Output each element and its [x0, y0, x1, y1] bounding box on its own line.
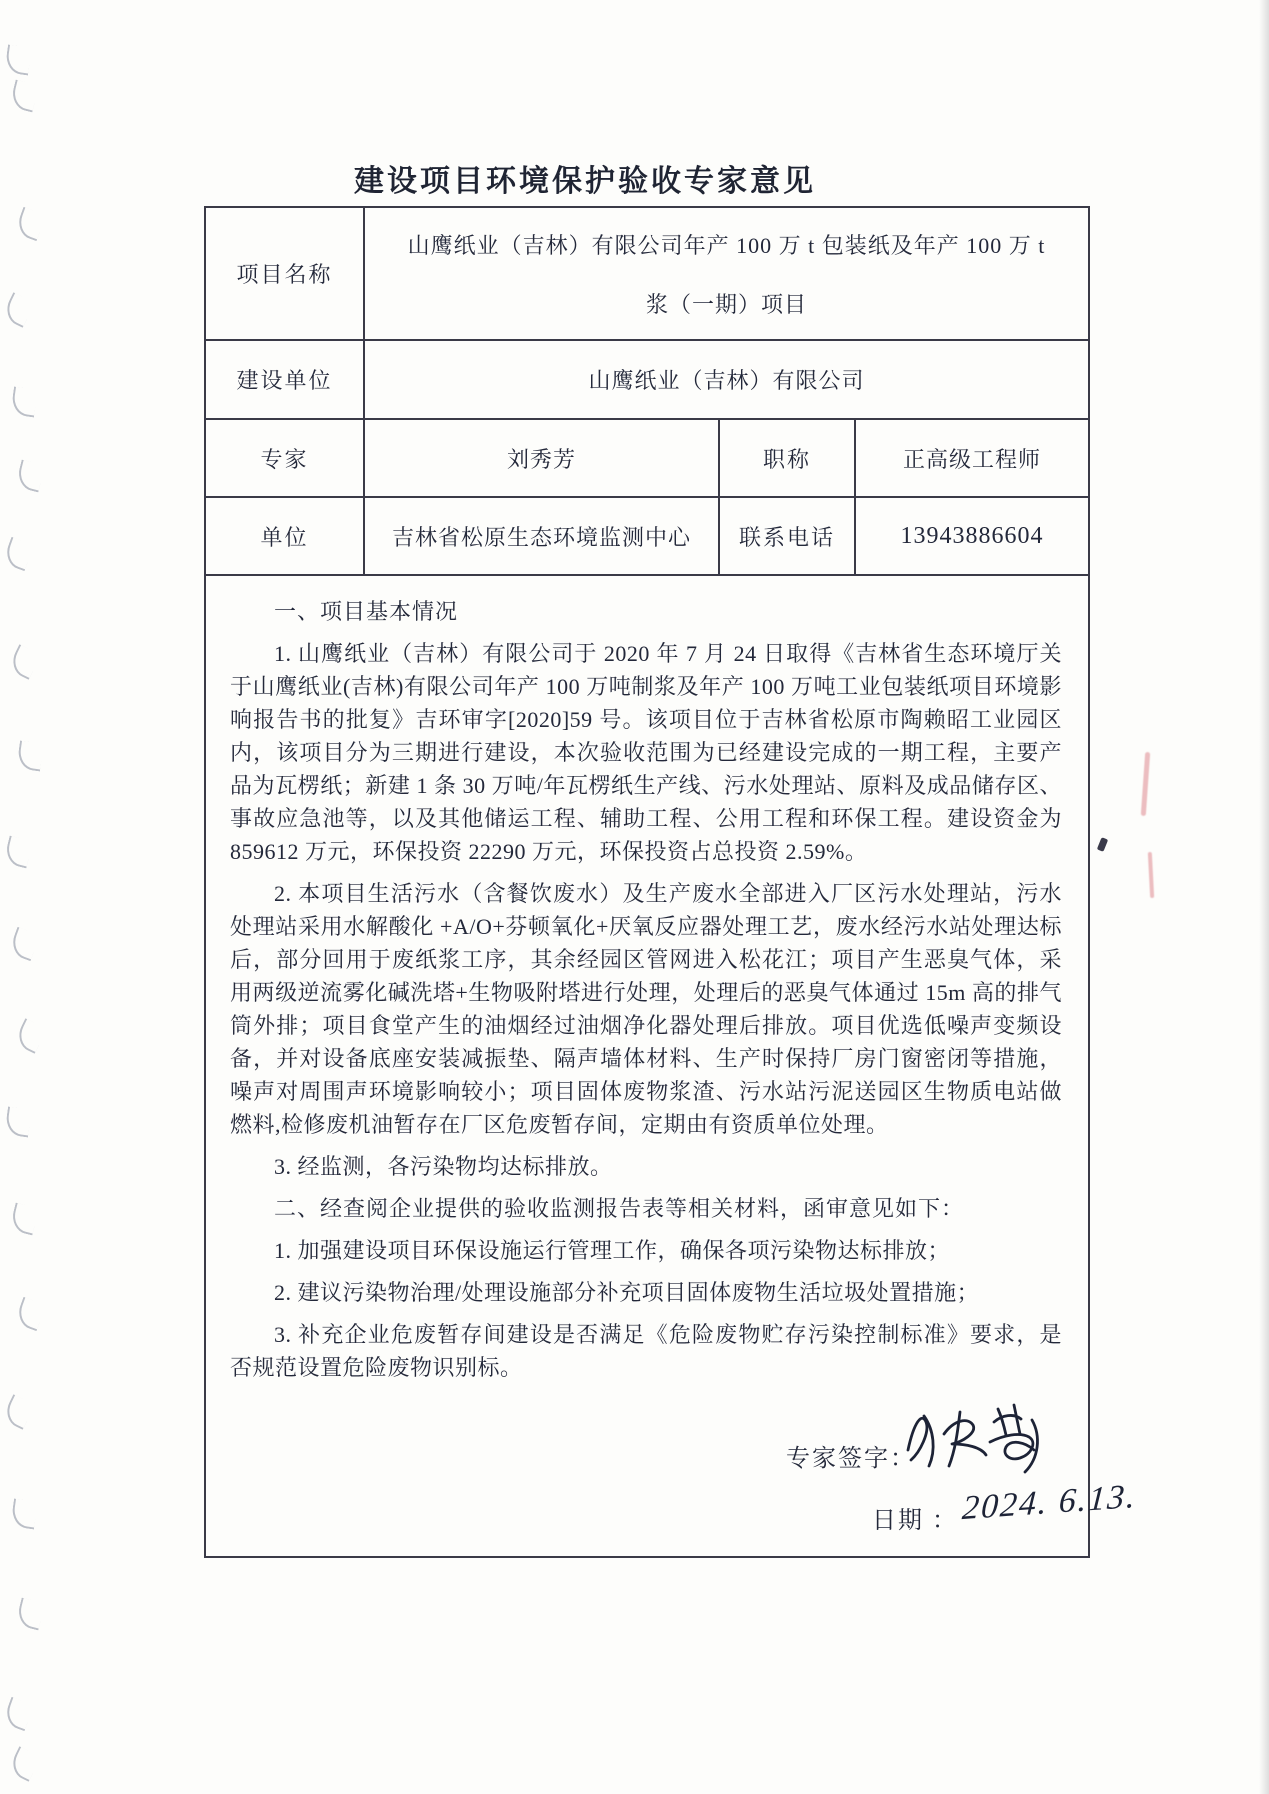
- table-row-unit: [206, 496, 1088, 574]
- section2-heading: 二、经查阅企业提供的验收监测报告表等相关材料，函审意见如下：: [274, 1196, 965, 1221]
- binding-mark: [10, 1498, 38, 1529]
- expert-signature-scribble: [898, 1392, 1068, 1492]
- binding-mark: [7, 1746, 41, 1782]
- job-title-label: 职称: [718, 420, 854, 496]
- binding-mark: [15, 460, 45, 493]
- project-name-line1: 山鹰纸业（吉林）有限公司年产 100 万 t 包装纸及年产 100 万 t: [407, 232, 1046, 258]
- review-item-2: 2. 建议污染物治理/处理设施部分补充项目固体废物生活垃圾处置措施；: [274, 1280, 980, 1305]
- info-table: [204, 206, 1090, 1558]
- table-row-expert: [206, 418, 1088, 496]
- binding-mark: [1, 1394, 35, 1430]
- ink-smudge: [1097, 837, 1108, 852]
- binding-mark: [10, 386, 38, 417]
- binding-mark: [9, 1203, 39, 1236]
- binding-mark: [7, 644, 41, 680]
- construction-unit-label: 建设单位: [236, 368, 333, 393]
- binding-mark: [4, 44, 32, 75]
- binding-mark: [14, 207, 46, 242]
- work-unit-label: 单位: [260, 524, 309, 550]
- expert-label: 专家: [260, 446, 309, 472]
- binding-mark: [2, 537, 34, 572]
- section1-heading: 一、项目基本情况: [274, 599, 459, 624]
- binding-mark: [2, 1697, 34, 1732]
- project-name-line2: 浆（一期）项目: [645, 291, 807, 317]
- project-name-value: [363, 208, 1088, 339]
- binding-mark: [16, 740, 44, 771]
- binding-mark: [3, 836, 33, 869]
- expert-value: 刘秀芳: [363, 420, 718, 496]
- table-row-construction-unit: [206, 339, 1088, 418]
- red-scan-mark: [1148, 852, 1154, 898]
- construction-unit-value: 山鹰纸业（吉林）有限公司: [363, 341, 1088, 418]
- binding-mark: [14, 1297, 46, 1332]
- opinion-paragraph-3: 3. 经监测，各污染物均达标排放。: [274, 1154, 613, 1179]
- date-value: 2024. 6.13.: [960, 1477, 1139, 1528]
- binding-mark: [4, 1106, 32, 1137]
- document-title: 建设项目环境保护验收专家意见: [354, 165, 816, 198]
- table-row-project-name: [206, 208, 1088, 339]
- binding-mark: [15, 1598, 45, 1631]
- phone-value: 13943886604: [854, 498, 1088, 574]
- work-unit-value: 吉林省松原生态环境监测中心: [363, 498, 718, 574]
- red-scan-mark: [1141, 752, 1150, 816]
- binding-mark: [1, 292, 35, 328]
- binding-mark: [8, 927, 40, 962]
- binding-mark: [13, 1018, 47, 1054]
- review-item-1: 1. 加强建设项目环保设施运行管理工作，确保各项污染物达标排放；: [274, 1238, 951, 1263]
- project-name-label: 项目名称: [236, 262, 333, 287]
- date-label: 日期 ：: [872, 1508, 958, 1534]
- opinion-paragraph-2: 2. 本项目生活污水（含餐饮废水）及生产废水全部进入厂区污水处理站，污水处理站采用水解酸化 +A/O+芬顿氧化+厌氧反应器处理工艺，废水经污水站处理达标后，部分回用于废纸浆工序，其余经园区管网进入松花江；项目产生恶臭气体，采用两级逆流雾化碱洗塔+生物吸附塔进行处理，处理后的恶臭气体通过 15m 高的排气筒外排；项目食堂产生的油烟经过油烟净化器处理后排放。项目优选低噪声变频设备，并对设备底座安装减振垫、隔声墙体材料、生产时保持厂房门窗密闭等措施，噪声对周围声环境影响较小；项目固体废物浆渣、污水站污泥送园区生物质电站做燃料,检修废机油暂存在厂区危废暂存间，定期由有资质单位处理。: [230, 881, 1062, 1137]
- job-title-value: 正高级工程师: [854, 420, 1088, 496]
- review-item-3: 3. 补充企业危废暂存间建设是否满足《危险废物贮存污染控制标准》要求，是否规范设置危险废物识别标。: [230, 1322, 1062, 1380]
- phone-label: 联系电话: [718, 498, 854, 574]
- opinion-paragraph-1: 1. 山鹰纸业（吉林）有限公司于 2020 年 7 月 24 日取得《吉林省生态环境厅关于山鹰纸业(吉林)有限公司年产 100 万吨制浆及年产 100 万吨工业包装纸项目环境影响报告书的批复》吉环审字[2020]59 号。该项目位于吉林省松原市陶赖昭工业园区内，该项目分为三期进行建设，本次验收范围为已经建设完成的一期工程，主要产品为瓦楞纸；新建 1 条 30 万吨/年瓦楞纸生产线、污水处理站、原料及成品储存区、事故应急池等，以及其他储运工程、辅助工程、公用工程和环保工程。建设资金为 859612 万元，环保投资 22290 万元，环保投资占总投资 2.59%。: [230, 641, 1062, 864]
- binding-mark: [9, 80, 39, 113]
- expert-signature-label: 专家签字：: [786, 1446, 916, 1472]
